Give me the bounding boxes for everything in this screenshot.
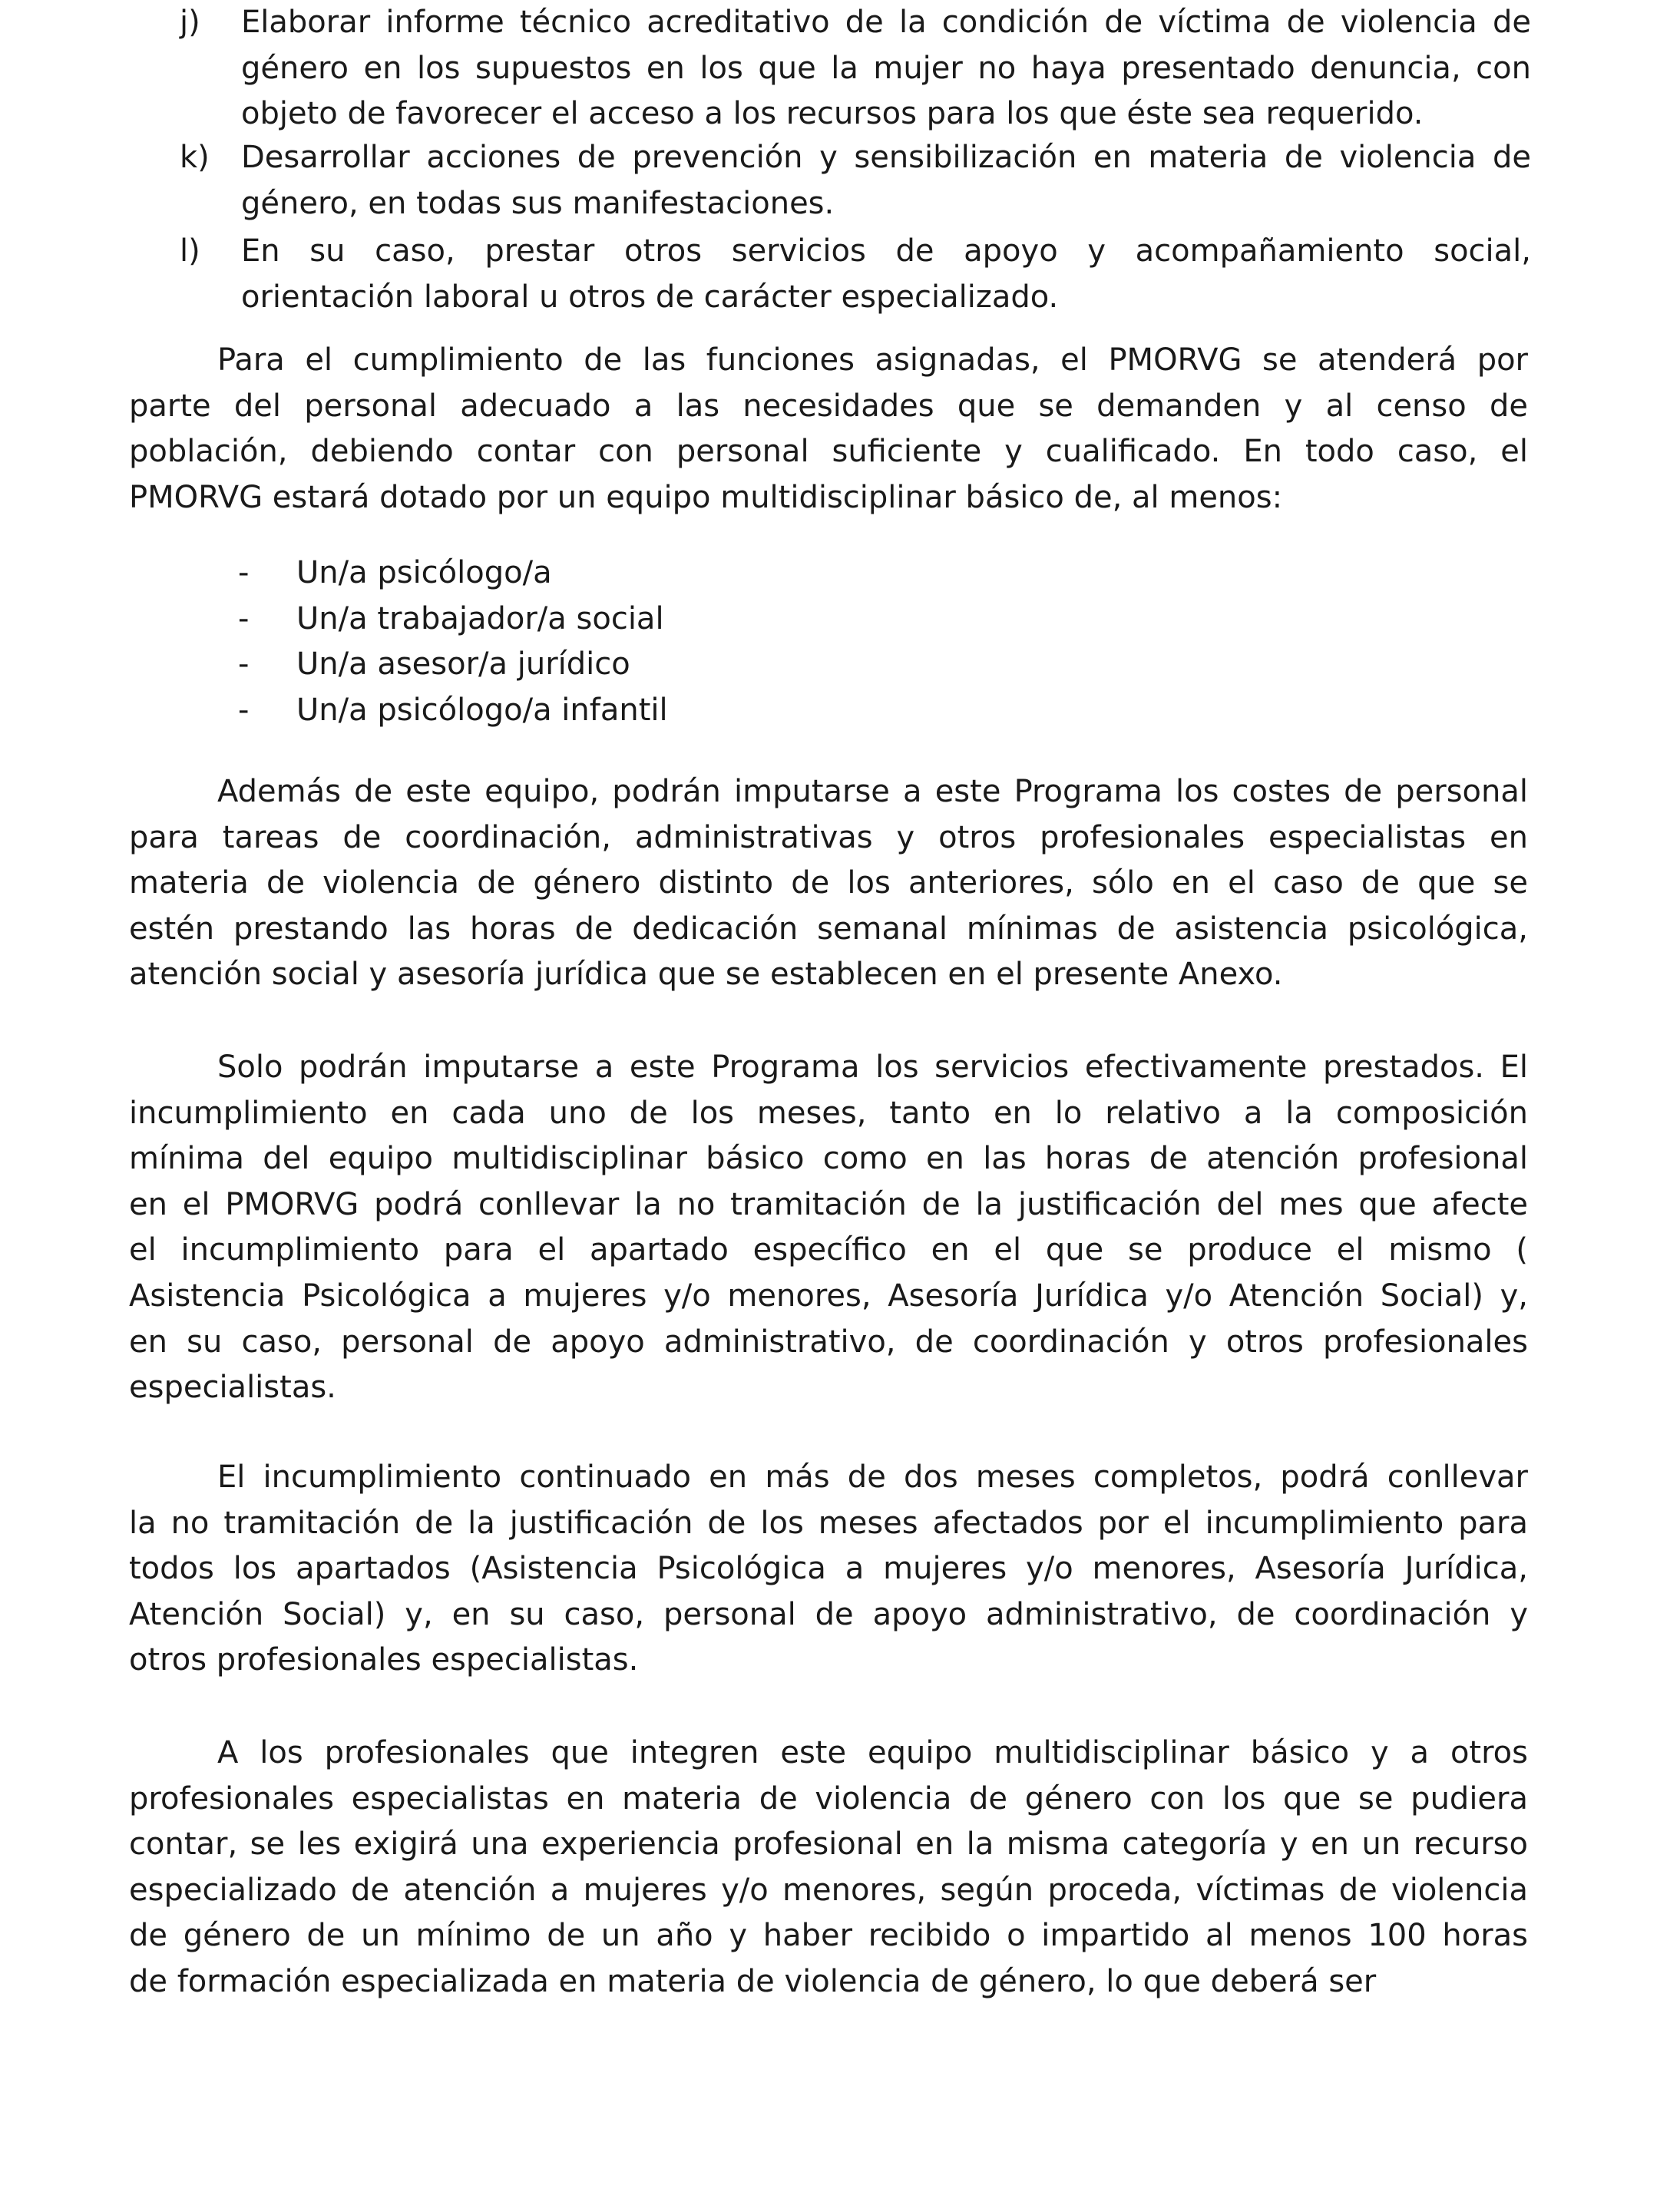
dash-marker: - [238,555,250,590]
text-line: de formación especializada en materia de violencia de género, lo que deberá ser [129,1963,1377,1999]
list-item [180,229,1531,320]
paragraph-1 [129,338,1528,521]
team-role: Un/a psicólogo/a [296,555,552,590]
text-line: estén prestando las horas de dedicación semanal mínimas de asistencia psicológica, [129,911,1528,947]
text-line: género en los supuestos en los que la mujer no haya presentado denuncia, con [241,50,1531,86]
team-role: Un/a psicólogo/a infantil [296,692,668,728]
dash-marker: - [238,646,250,683]
text-line: orientación laboral u otros de carácter especializado. [241,279,1059,315]
text-line: Para el cumplimiento de las funciones asignadas, el PMORVG se atenderá por [217,342,1528,378]
text-line: el incumplimiento para el apartado específico en el que se produce el mismo ( [129,1232,1528,1268]
text-line: todos los apartados (Asistencia Psicológica a mujeres y/o menores, Asesoría Jurídica, [129,1551,1528,1587]
text-line: otros profesionales especialistas. [129,1642,639,1678]
text-line: la no tramitación de la justificación de los meses afectados por el incumplimiento para [129,1505,1528,1541]
text-line: atención social y asesoría jurídica que se establecen en el presente Anexo. [129,957,1283,993]
text-line: población, debiendo contar con personal suficiente y cualificado. En todo caso, el [129,434,1528,470]
list-marker: l) [180,233,200,269]
text-line: Solo podrán imputarse a este Programa los servicios efectivamente prestados. El [217,1050,1528,1085]
paragraph-5 [129,1731,1528,2005]
text-line: género, en todas sus manifestaciones. [241,185,835,221]
team-list-item [238,597,1159,643]
text-line: objeto de favorecer el acceso a los recursos para los que éste sea requerido. [241,96,1424,132]
team-list-item [238,642,1159,688]
text-line: en su caso, personal de apoyo administrativo, de coordinación y otros profesionales [129,1324,1528,1360]
dash-marker: - [238,600,250,636]
text-line: parte del personal adecuado a las necesidades que se demanden y al censo de [129,388,1528,424]
dash-marker: - [238,692,250,728]
text-line: Asistencia Psicológica a mujeres y/o menores, Asesoría Jurídica y/o Atención Social) y, [129,1278,1528,1314]
list-marker: k) [180,140,210,175]
team-role: Un/a trabajador/a social [296,600,664,636]
text-line: especialistas. [129,1370,336,1406]
text-line: En su caso, prestar otros servicios de apoyo y acompañamiento social, [241,233,1531,269]
text-line: de género de un mínimo de un año y haber recibido o impartido al menos 100 horas [129,1918,1528,1954]
team-list [238,550,1159,733]
team-role: Un/a asesor/a jurídico [296,646,630,683]
text-line: Atención Social) y, en su caso, personal de apoyo administrativo, de coordinación y [129,1596,1528,1632]
list-item [180,0,1531,137]
list-item [180,135,1531,226]
paragraph-3 [129,1045,1528,1411]
text-line: especializado de atención a mujeres y/o menores, según proceda, víctimas de violencia [129,1872,1528,1908]
text-line: Además de este equipo, podrán imputarse a este Programa los costes de personal [217,774,1528,809]
list-marker: j) [180,5,200,40]
text-line: mínima del equipo multidisciplinar básico como en las horas de atención profesional [129,1141,1528,1177]
text-line: PMORVG estará dotado por un equipo multidisciplinar básico de, al menos: [129,479,1283,515]
text-line: Elaborar informe técnico acreditativo de la condición de víctima de violencia de [241,5,1531,40]
text-line: El incumplimiento continuado en más de dos meses completos, podrá conllevar [217,1460,1528,1495]
paragraph-2 [129,769,1528,998]
team-list-item [238,688,1159,734]
text-line: para tareas de coordinación, administrativas y otros profesionales especialistas en [129,819,1528,855]
team-list-item [238,550,1159,597]
text-line: materia de violencia de género distinto de los anteriores, sólo en el caso de que se [129,865,1528,901]
text-line: Desarrollar acciones de prevención y sensibilización en materia de violencia de [241,140,1531,175]
text-line: contar, se les exigirá una experiencia profesional en la misma categoría y en un recurso [129,1826,1528,1863]
text-line: incumplimiento en cada uno de los meses, tanto en lo relativo a la composición [129,1095,1528,1131]
text-line: profesionales especialistas en materia de violencia de género con los que se pudiera [129,1780,1528,1817]
paragraph-4 [129,1455,1528,1684]
text-line: en el PMORVG podrá conllevar la no tramitación de la justificación del mes que afecte [129,1186,1528,1222]
text-line: A los profesionales que integren este equipo multidisciplinar básico y a otros [217,1735,1528,1770]
